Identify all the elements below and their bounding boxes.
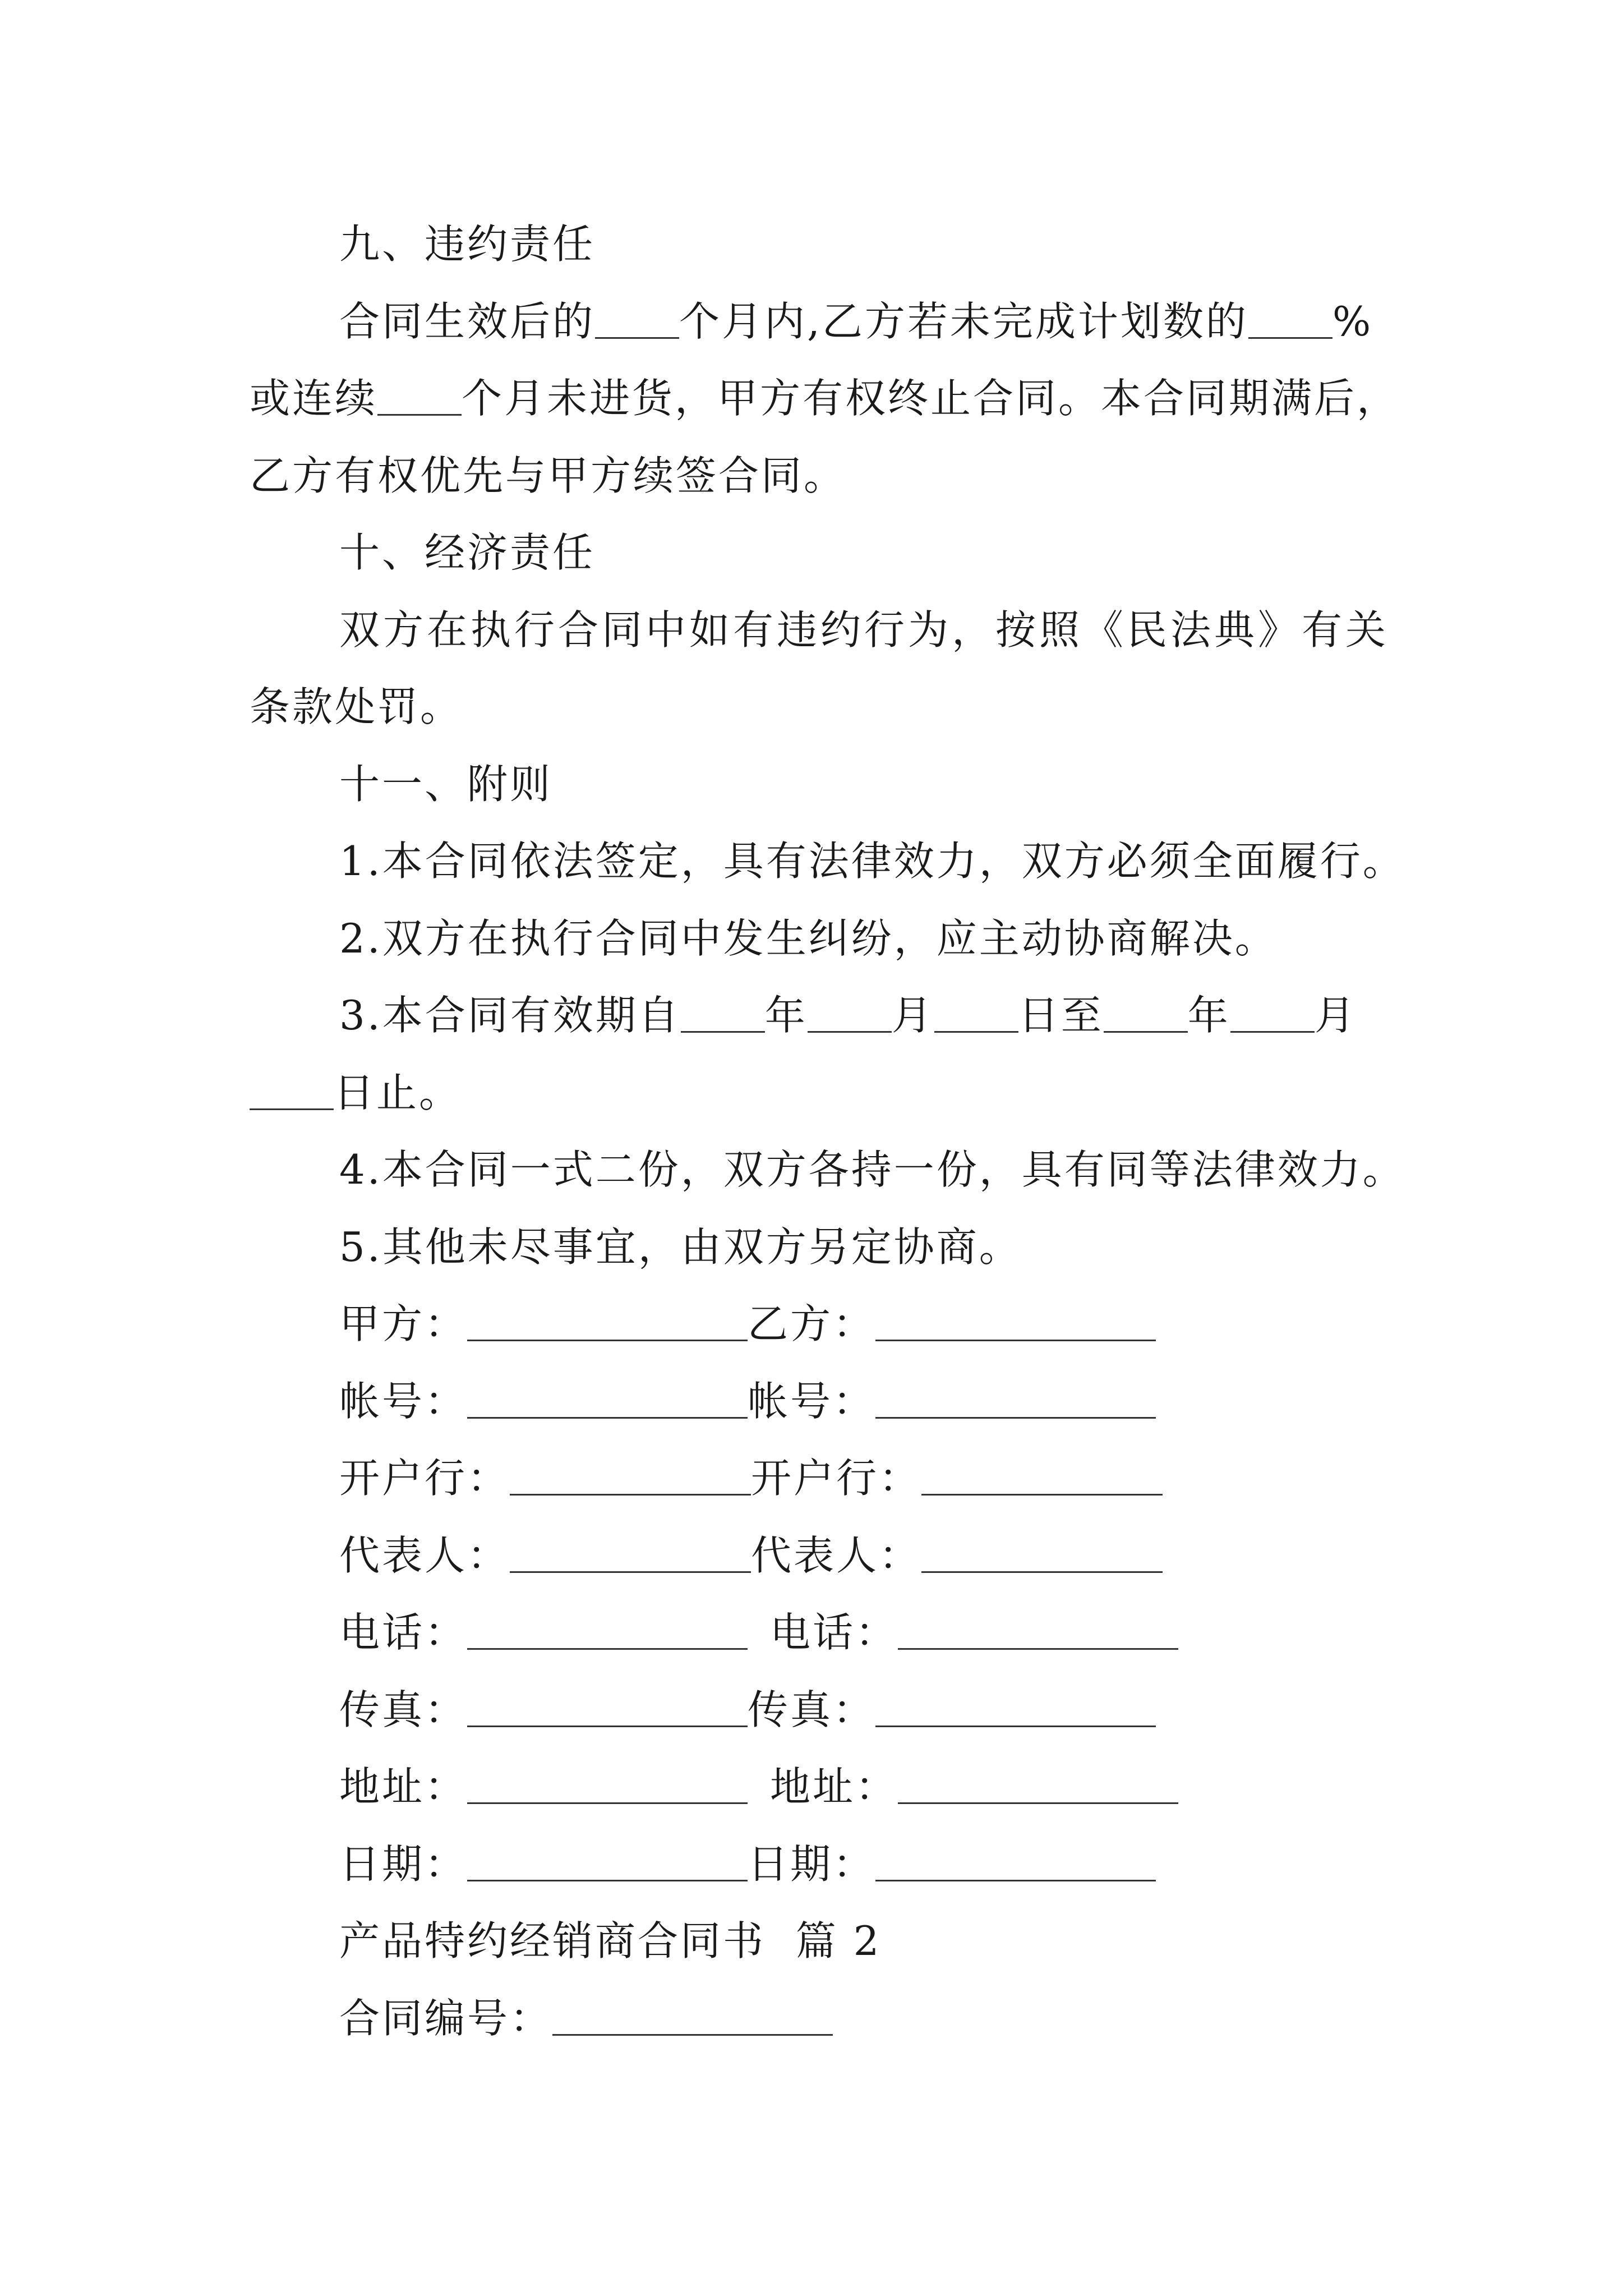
label: 乙方： [748,1300,876,1347]
blank-field [875,1841,1156,1881]
text: 日至 [1018,992,1104,1039]
list-item: 1.本合同依法签定，具有法律效力，双方必须全面履行。 [339,838,1405,885]
text: % [1332,298,1373,345]
blank-field [898,1609,1178,1650]
blank-field [898,1763,1178,1804]
blank-field [467,1609,748,1650]
blank-field [1248,298,1332,339]
blank-field [552,1995,833,2036]
blank-field [875,1378,1156,1419]
label: 帐号： [748,1378,876,1425]
label: 日期： [748,1841,876,1888]
label: 合同编号： [339,1995,553,2042]
list-item: 2.双方在执行合同中发生纠纷，应主动协商解决。 [339,915,1278,962]
blank-field [934,992,1018,1033]
label: 开户行： [339,1455,510,1502]
label: 开户行： [751,1455,922,1502]
signature-row-phone [339,1607,1178,1658]
blank-field [467,1841,748,1881]
paragraph-line: 条款处罚。 [250,683,463,730]
blank-field [595,298,679,339]
paragraph-line: 双方在执行合同中如有违约行为，按照《民法典》有关 [339,606,1390,654]
paragraph-line [250,1068,462,1118]
signature-row-representative [339,1530,1163,1581]
label: 地址： [339,1763,468,1810]
signature-row-fax [339,1685,1156,1735]
blank-field [875,1686,1156,1727]
next-contract-title: 产品特约经销商合同书 篇 2 [339,1917,882,1964]
label: 代表人： [339,1532,510,1579]
blank-field [250,1069,334,1110]
blank-field [1104,992,1188,1033]
contract-number-row [339,1993,833,2044]
text: 合同生效后的 [339,298,596,345]
text: 月 [891,992,934,1039]
signature-row-bank [339,1453,1163,1503]
label: 甲方： [339,1300,468,1347]
text: 个月内,乙方若未完成计划数的 [679,298,1248,345]
text: 年 [764,992,808,1039]
blank-field [510,1455,751,1496]
label: 帐号： [339,1378,468,1425]
blank-field [808,992,892,1033]
list-item: 5.其他未尽事宜，由双方另定协商。 [339,1223,1022,1271]
signature-row-address [339,1761,1178,1812]
label: 电话： [770,1609,898,1656]
text: 3.本合同有效期自 [339,992,681,1039]
blank-field [921,1532,1163,1573]
paragraph-line: 乙方有权优先与甲方续签合同。 [250,452,847,499]
signature-row-party [339,1299,1156,1349]
section-heading-10: 十、经济责任 [339,529,596,576]
section-heading-11: 十一、附则 [339,761,553,808]
label: 代表人： [751,1532,922,1579]
blank-field [1230,992,1315,1033]
text: 或连续 [250,375,378,422]
blank-field [467,1686,748,1727]
blank-field [510,1532,751,1573]
paragraph-line [339,296,1373,347]
paragraph-line [250,373,1399,424]
label: 传真： [748,1686,876,1733]
label: 日期： [339,1841,468,1888]
list-item [339,990,1357,1041]
label: 传真： [339,1686,468,1733]
label: 电话： [339,1609,468,1656]
blank-field [875,1300,1156,1341]
section-heading-9: 九、违约责任 [339,220,596,268]
blank-field [467,1378,748,1419]
text: 月 [1314,992,1357,1039]
blank-field [681,992,765,1033]
signature-row-date [339,1839,1156,1889]
signature-row-account [339,1376,1156,1427]
text: 个月未进货，甲方有权终止合同。本合同期满后， [462,375,1400,422]
blank-field [921,1455,1163,1496]
blank-field [467,1300,748,1341]
text: 年 [1187,992,1230,1039]
label: 地址： [770,1763,898,1810]
list-item: 4.本合同一式二份，双方各持一份，具有同等法律效力。 [339,1146,1405,1193]
blank-field [377,375,462,416]
text: 日止。 [334,1069,462,1116]
blank-field [467,1763,748,1804]
